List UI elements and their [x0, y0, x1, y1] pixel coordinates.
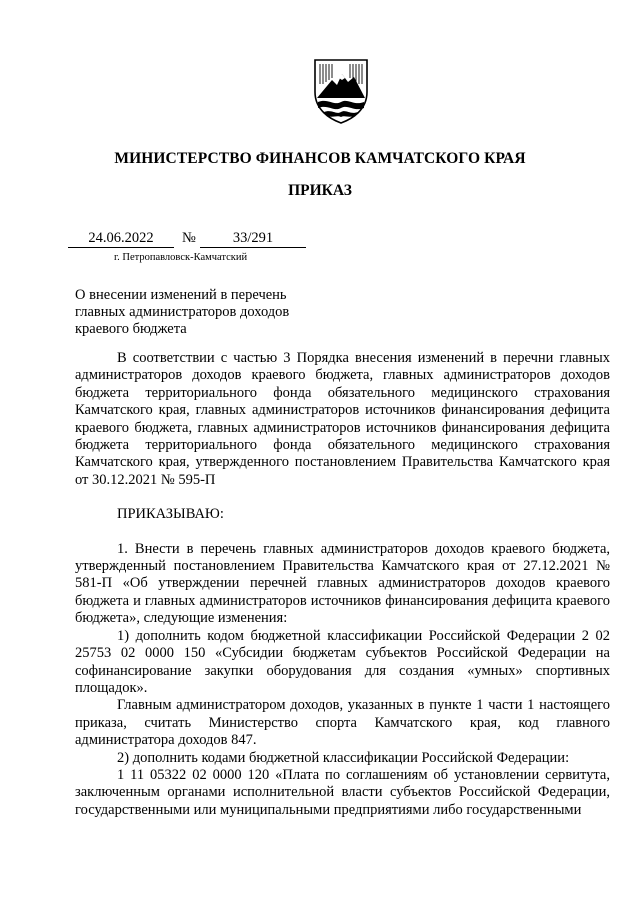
order-word: ПРИКАЗЫВАЮ: [117, 506, 224, 523]
paragraph-4: 2) дополнить кодами бюджетной классификации Российской Федерации: [117, 749, 570, 766]
paragraph-5: 1 11 05322 02 0000 120 «Плата по соглашениям об установлении сервитута, заключенным органами исполнительной власти субъектов Российской Федерации, государственными или муниципальными предприятиями либо государственными [75, 766, 610, 818]
ministry-title: МИНИСТЕРСТВО ФИНАНСОВ КАМЧАТСКОГО КРАЯ [114, 150, 526, 167]
number-sign: № [182, 230, 196, 246]
document-body [75, 350, 610, 819]
document-type: ПРИКАЗ [288, 182, 352, 199]
kamchatka-coat-of-arms-icon [312, 58, 370, 124]
preamble-paragraph: В соответствии с частью 3 Порядка внесения изменений в перечни главных администраторов доходов краевого бюджета, главных администраторов доходов бюджета территориального фонда обязательного медицинского страхования Камчатского края, главных администраторов источников финансирования дефицита краевого бюджета, главных администраторов источников финансирования дефицита бюджета территориального фонда обязательного медицинского страхования Камчатского края, утвержденного постановлением Правительства Камчатского края от 30.12.2021 № 595-П [75, 350, 610, 488]
order-subject: О внесении изменений в перечень главных администраторов доходов краевого бюджета [75, 287, 290, 337]
paragraph-2: 1) дополнить кодом бюджетной классификации Российской Федерации 2 02 25753 02 0000 150 «Субсидии бюджетам субъектов Российской Федерации на софинансирование закупки оборудования для создания «умных» спортивных площадок». [75, 627, 610, 696]
paragraph-1: 1. Внести в перечень главных администраторов доходов краевого бюджета, утвержденный постановлением Правительства Камчатского края от 27.12.2021 № 581-П «Об утверждении перечней главных администраторов доходов краевого бюджета и главных администраторов источников финансирования дефицита краевого бюджета», следующие изменения: [75, 540, 610, 627]
order-date: 24.06.2022 [68, 230, 174, 248]
order-number: 33/291 [200, 230, 306, 248]
city-name: г. Петропавловск-Камчатский [114, 252, 248, 263]
paragraph-3: Главным администратором доходов, указанных в пункте 1 части 1 настоящего приказа, считать Министерство спорта Камчатского края, код главного администратора доходов 847. [75, 697, 610, 749]
